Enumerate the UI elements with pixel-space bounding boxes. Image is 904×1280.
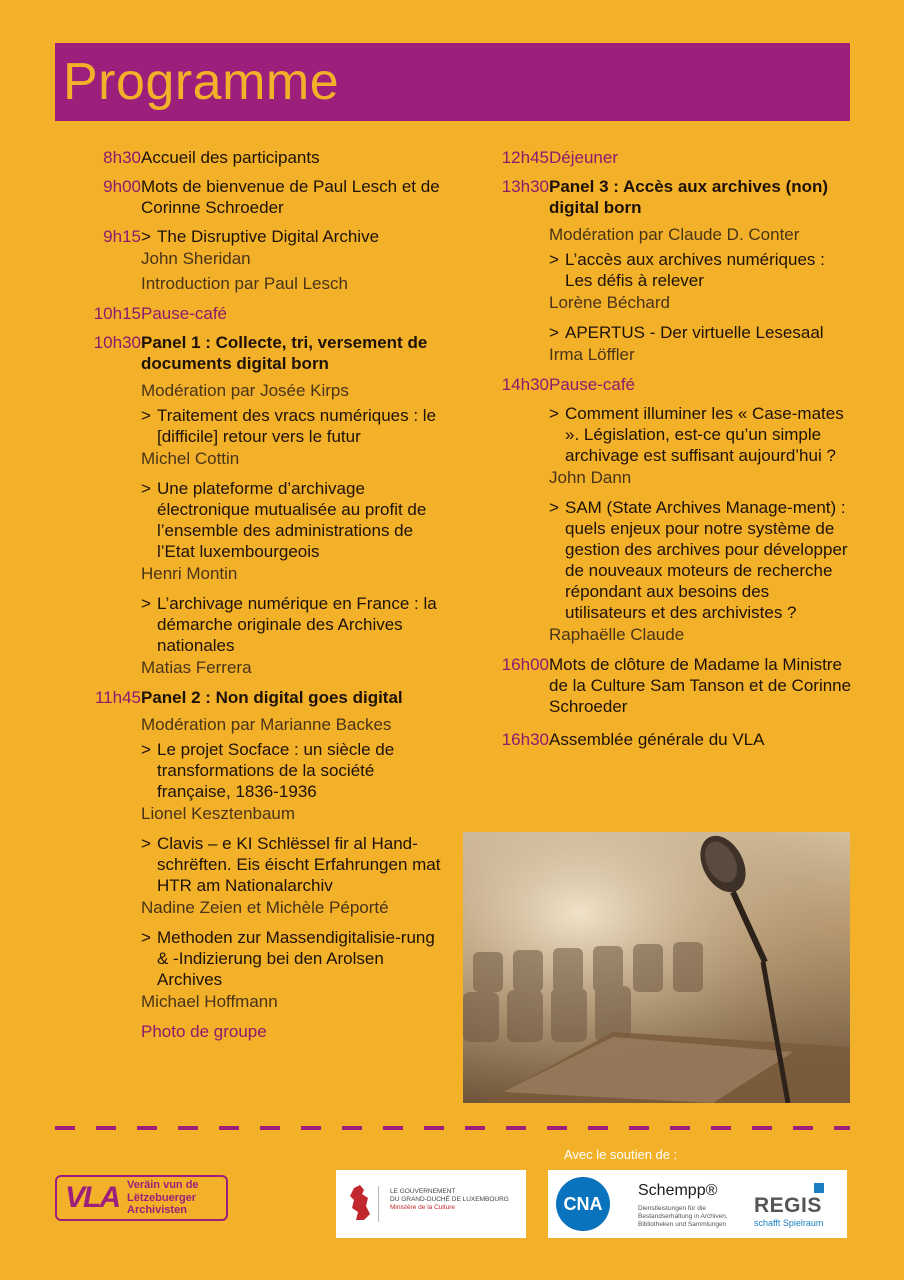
time-slot: 9h00 bbox=[103, 177, 141, 196]
talk-title: > SAM (State Archives Manage-ment) : quels enjeux pour notre système de gestion des archives pour développer de nouveaux moteurs de recherche répondant aux besoins des utilisateurs et des archivistes ? bbox=[549, 498, 848, 622]
government-logo bbox=[336, 1170, 526, 1238]
time-slot: 16h30 bbox=[501, 730, 549, 749]
schedule-entry bbox=[463, 729, 855, 750]
schedule-entry bbox=[463, 322, 855, 365]
schedule-entry bbox=[463, 176, 855, 245]
schedule-entry bbox=[55, 687, 450, 735]
support-label: Avec le soutien de : bbox=[564, 1147, 678, 1162]
schedule-entry bbox=[55, 739, 450, 824]
schedule-entry bbox=[463, 147, 855, 168]
talk-title: > The Disruptive Digital Archive bbox=[141, 227, 380, 246]
entry-title: Pause-café bbox=[141, 304, 227, 323]
schedule-entry bbox=[463, 654, 855, 717]
schedule-entry bbox=[55, 226, 450, 294]
speaker-name: Irma Löffler bbox=[549, 345, 635, 364]
vla-name: Veräin vun de Lëtzebuerger Archivisten bbox=[127, 1179, 199, 1217]
sponsor-logos bbox=[548, 1170, 847, 1238]
schedule-entry bbox=[463, 374, 855, 395]
time-slot: 9h15 bbox=[103, 227, 141, 246]
talk-title: > Une plateforme d’archivage électronique mutualisée au profit de l’ensemble des administrations de l’Etat luxembourgeois bbox=[141, 479, 427, 561]
speaker-name: Nadine Zeien et Michèle Péporté bbox=[141, 898, 389, 917]
schedule-entry bbox=[463, 249, 855, 313]
entry-title: Déjeuner bbox=[549, 148, 618, 167]
schempp-subtitle: Dienstleistungen für die Bestandserhaltung in Archiven, Bibliotheken und Sammlungen bbox=[638, 1205, 728, 1228]
dashed-divider bbox=[55, 1126, 850, 1130]
talk-title: > Traitement des vracs numériques : le [difficile] retour vers le futur bbox=[141, 406, 437, 446]
entry-title: Mots de clôture de Madame la Ministre de la Culture Sam Tanson et de Corinne Schroeder bbox=[549, 655, 852, 716]
time-slot: 10h15 bbox=[93, 304, 141, 323]
vla-mark: VLA bbox=[65, 1181, 119, 1214]
time-slot: 13h30 bbox=[501, 177, 549, 196]
schedule-entry bbox=[55, 147, 450, 168]
entry-note: Introduction par Paul Lesch bbox=[141, 274, 348, 293]
entry-title: Pause-café bbox=[549, 375, 635, 394]
panel-title: Panel 3 : Accès aux archives (non) digital born bbox=[549, 177, 829, 217]
speaker-name: John Sheridan bbox=[141, 249, 251, 268]
speaker-name: Lionel Kesztenbaum bbox=[141, 804, 296, 823]
entry-note: Photo de groupe bbox=[141, 1022, 267, 1041]
regis-subtitle: schafft Spielraum bbox=[754, 1218, 824, 1228]
schedule-entry bbox=[55, 1021, 450, 1042]
schedule-entry bbox=[55, 833, 450, 918]
speaker-name: Matias Ferrera bbox=[141, 658, 252, 677]
talk-title: > Methoden zur Massendigitalisie-rung & -Indizierung bei den Arolsen Archives bbox=[141, 928, 435, 989]
schedule-entry bbox=[55, 478, 450, 584]
time-slot: 14h30 bbox=[501, 375, 549, 394]
schedule-entry bbox=[55, 927, 450, 1012]
speaker-name: Raphaëlle Claude bbox=[549, 625, 685, 644]
moderation: Modération par Marianne Backes bbox=[141, 715, 392, 734]
speaker-name: Michel Cottin bbox=[141, 449, 240, 468]
schedule-left-column bbox=[55, 147, 450, 1050]
time-slot: 12h45 bbox=[501, 148, 549, 167]
time-slot: 10h30 bbox=[93, 333, 141, 352]
panel-title: Panel 2 : Non digital goes digital bbox=[141, 688, 403, 707]
time-slot: 16h00 bbox=[501, 655, 549, 674]
government-text: LE GOUVERNEMENT DU GRAND-DUCHÉ DE LUXEMBOURG Ministère de la Culture bbox=[390, 1188, 509, 1211]
panel-title: Panel 1 : Collecte, tri, versement de documents digital born bbox=[141, 333, 428, 373]
moderation: Modération par Claude D. Conter bbox=[549, 225, 800, 244]
schedule-entry bbox=[463, 403, 855, 488]
speaker-name: Henri Montin bbox=[141, 564, 238, 583]
entry-title: Mots de bienvenue de Paul Lesch et de Corinne Schroeder bbox=[141, 177, 440, 217]
talk-title: > Clavis – e KI Schlëssel fir al Hand-schrëften. Eis éischt Erfahrungen mat HTR am Nationalarchiv bbox=[141, 834, 441, 895]
schempp-logo: Schempp® bbox=[638, 1182, 718, 1199]
schedule-entry bbox=[55, 303, 450, 324]
talk-title: > Comment illuminer les « Case-mates ». Législation, est-ce qu’un simple archivage est suffisant aujourd’hui ? bbox=[549, 404, 844, 465]
moderation: Modération par Josée Kirps bbox=[141, 381, 349, 400]
microphone-photo bbox=[463, 832, 850, 1103]
cna-logo: CNA bbox=[556, 1177, 610, 1231]
talk-title: > L’accès aux archives numériques : Les défis à relever bbox=[549, 250, 825, 290]
schedule-entry bbox=[55, 593, 450, 678]
speaker-name: Michael Hoffmann bbox=[141, 992, 278, 1011]
schedule-entry bbox=[55, 405, 450, 469]
talk-title: > L’archivage numérique en France : la démarche originale des Archives nationales bbox=[141, 594, 437, 655]
entry-title: Accueil des participants bbox=[141, 148, 320, 167]
talk-title: > APERTUS - Der virtuelle Lesesaal bbox=[549, 323, 824, 342]
schedule-right-column bbox=[463, 147, 855, 758]
regis-square-icon bbox=[814, 1183, 824, 1193]
schedule-entry bbox=[55, 332, 450, 401]
page-title: Programme bbox=[63, 53, 340, 111]
speaker-name: John Dann bbox=[549, 468, 632, 487]
speaker-name: Lorène Béchard bbox=[549, 293, 670, 312]
entry-title: Assemblée générale du VLA bbox=[549, 730, 765, 749]
time-slot: 8h30 bbox=[103, 148, 141, 167]
talk-title: > Le projet Socface : un siècle de transformations de la société française, 1836-1936 bbox=[141, 740, 395, 801]
schedule-entry bbox=[55, 176, 450, 218]
header-banner bbox=[55, 43, 850, 121]
time-slot: 11h45 bbox=[94, 688, 141, 707]
regis-logo: REGIS bbox=[754, 1194, 822, 1217]
schedule-entry bbox=[463, 497, 855, 645]
lion-icon bbox=[348, 1184, 372, 1222]
vla-logo bbox=[55, 1175, 228, 1221]
